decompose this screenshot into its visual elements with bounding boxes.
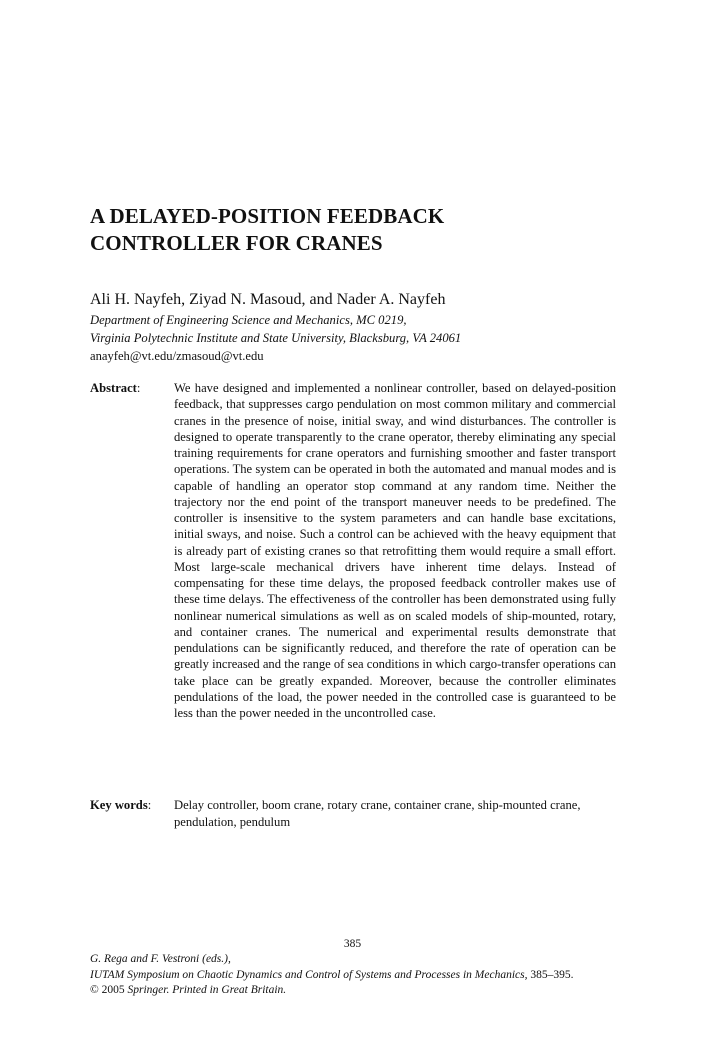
author-email: anayfeh@vt.edu/zmasoud@vt.edu xyxy=(90,349,264,363)
footer-proceedings xyxy=(90,968,573,984)
page-number: 385 xyxy=(343,938,362,950)
keywords-text: Delay controller, boom crane, rotary crane, container crane, ship-mounted crane, pendulation, pendulum xyxy=(174,798,581,829)
footer-pages: 385–395. xyxy=(530,968,574,981)
title-line-1: A DELAYED-POSITION FEEDBACK xyxy=(90,204,445,228)
footer-copyright xyxy=(90,983,573,999)
abstract-text: We have designed and implemented a nonlinear controller, based on delayed-position feedback, that suppresses cargo pendulation on most common military and commercial cranes in the presence of noise, initial sway, and wind disturbances. The controller is designed to operate transparently to the crane operator, thereby eliminating any special training requirements for crane operators and furnishing smoother and faster transport operations. The system can be operated in both the automated and manual modes and is capable of handling an operator stop command at any random time. Neither the trajectory nor the end point of the transport maneuver needs to be predefined. The controller is insensitive to the system parameters and can handle base excitations, initial sways, and noise. Such a control can be achieved with the heavy equipment that is already part of existing cranes so that retrofitting them would require a small effort. Most large-scale mechanical drivers have inherent time delays. Instead of compensating for these time delays, the proposed feedback controller makes use of these time delays. The effectiveness of the controller has been demonstrated using fully nonlinear numerical simulations as well as on scaled models of ship-mounted, rotary, and container cranes. The numerical and experimental results demonstrate that pendulations can be significantly reduced, and therefore the rate of operation can be greatly increased and the range of sea conditions in which cargo-transfer operations can take place can be greatly expanded. Moreover, because the controller eliminates pendulations of the load, the power needed in the controlled case is guaranteed to be less than the power needed in the uncontrolled case. xyxy=(174,381,616,720)
author-list: Ali H. Nayfeh, Ziyad N. Masoud, and Nader A. Nayfeh xyxy=(90,291,446,308)
publication-footer xyxy=(90,952,573,999)
affiliation-department: Department of Engineering Science and Mechanics, MC 0219, xyxy=(90,313,407,327)
footer-proceedings-title: IUTAM Symposium on Chaotic Dynamics and Control of Systems and Processes in Mechanics, xyxy=(90,968,528,981)
footer-editors: G. Rega and F. Vestroni (eds.), xyxy=(90,953,231,965)
title-line-2: CONTROLLER FOR CRANES xyxy=(90,231,383,255)
publisher-line: Springer. Printed in Great Britain. xyxy=(127,984,287,996)
paper-title xyxy=(90,203,650,257)
affiliation-block xyxy=(90,311,461,365)
affiliation-institute: Virginia Polytechnic Institute and State University, Blacksburg, VA 24061 xyxy=(90,331,462,345)
keywords-label: Key words: xyxy=(90,798,152,812)
copyright-year: © 2005 xyxy=(90,984,125,996)
abstract-label: Abstract: xyxy=(90,381,141,395)
